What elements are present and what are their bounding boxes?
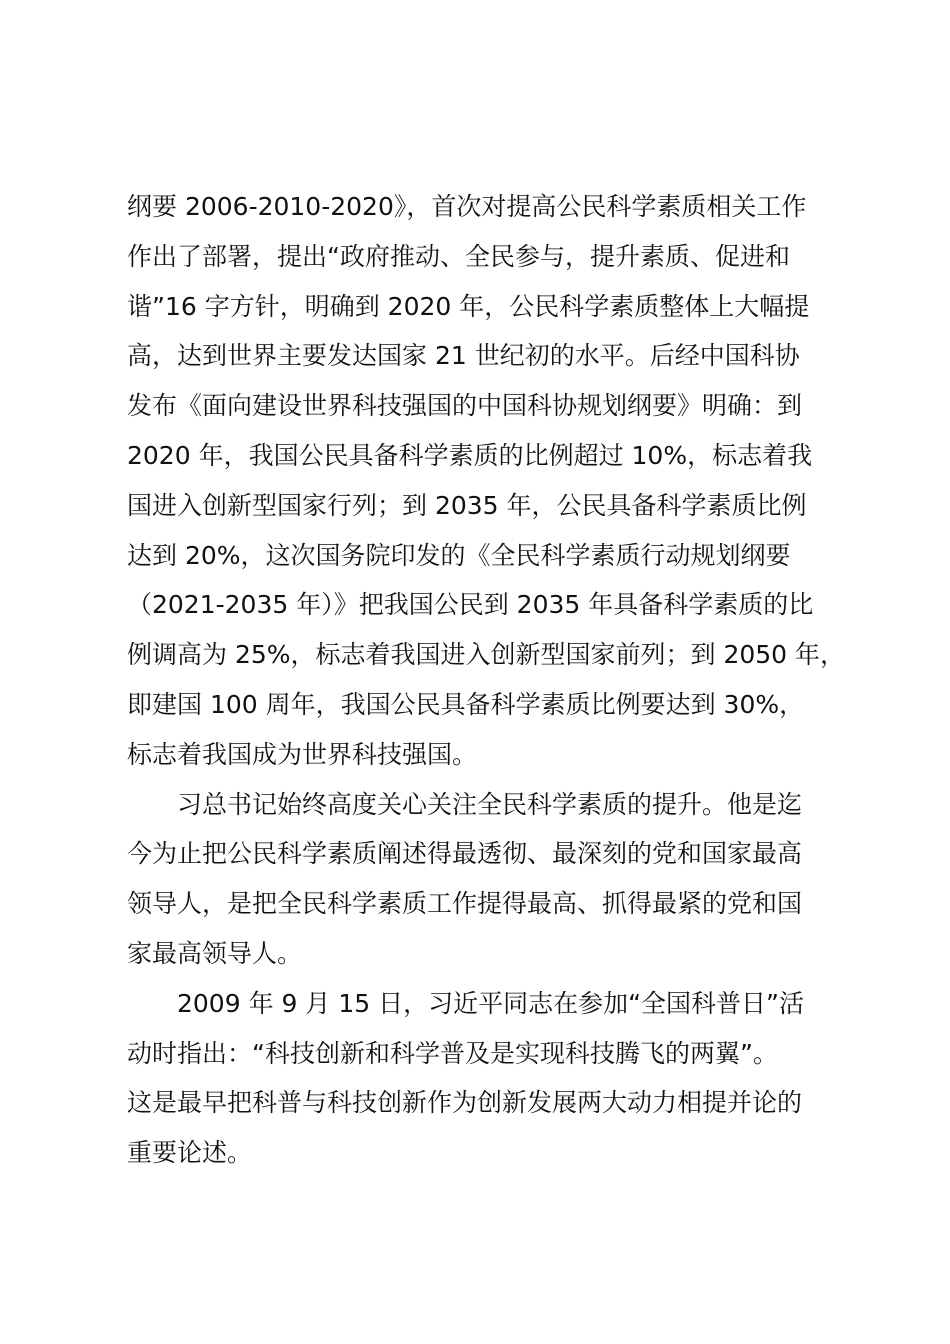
text-line: 重要论述。 (127, 1138, 253, 1168)
text-line: 即建国 100 周年，我国公民具备科学素质比例要达到 30%， (127, 689, 805, 719)
text-line: 领导人，是把全民科学素质工作提得最高、抓得最紧的党和国 (127, 889, 803, 919)
text-line: （2021-2035 年）》把我国公民到 2035 年具备科学素质的比 (127, 590, 814, 620)
text-line: 今为止把公民科学素质阐述得最透彻、最深刻的党和国家最高 (127, 839, 803, 869)
text-line: 谐”16 字方针，明确到 2020 年，公民科学素质整体上大幅提 (127, 291, 810, 321)
text-line: 作出了部署，提出“政府推动、全民参与，提升素质、促进和 (127, 241, 790, 271)
text-line: 达到 20%，这次国务院印发的《全民科学素质行动规划纲要 (127, 540, 791, 570)
text-line: 纲要 2006-2010-2020》，首次对提高公民科学素质相关工作 (127, 192, 807, 221)
text-line: 发布《面向建设世界科技强国的中国科协规划纲要》明确：到 (127, 391, 803, 421)
document-page (127, 182, 846, 1178)
text-line: 2020 年，我国公民具备科学素质的比例超过 10%，标志着我 (127, 440, 813, 470)
text-line: 习总书记始终高度关心关注全民科学素质的提升。他是迄 (177, 789, 803, 819)
text-line: 家最高领导人。 (127, 938, 303, 968)
text-line: 标志着我国成为世界科技强国。 (127, 739, 478, 769)
text-line: 例调高为 25%，标志着我国进入创新型国家前列；到 2050 年， (127, 640, 846, 670)
paragraph-2 (127, 780, 839, 979)
paragraph-3 (127, 979, 839, 1178)
text-line: 高，达到世界主要发达国家 21 世纪初的水平。后经中国科协 (127, 341, 800, 371)
text-line: 动时指出：“科技创新和科学普及是实现科技腾飞的两翼”。 (127, 1038, 778, 1068)
text-line: 国进入创新型国家行列；到 2035 年，公民具备科学素质比例 (127, 490, 807, 520)
paragraph-1 (127, 182, 846, 780)
text-line: 2009 年 9 月 15 日，习近平同志在参加“全国科普日”活 (177, 988, 804, 1018)
text-line: 这是最早把科普与科技创新作为创新发展两大动力相提并论的 (127, 1088, 803, 1118)
